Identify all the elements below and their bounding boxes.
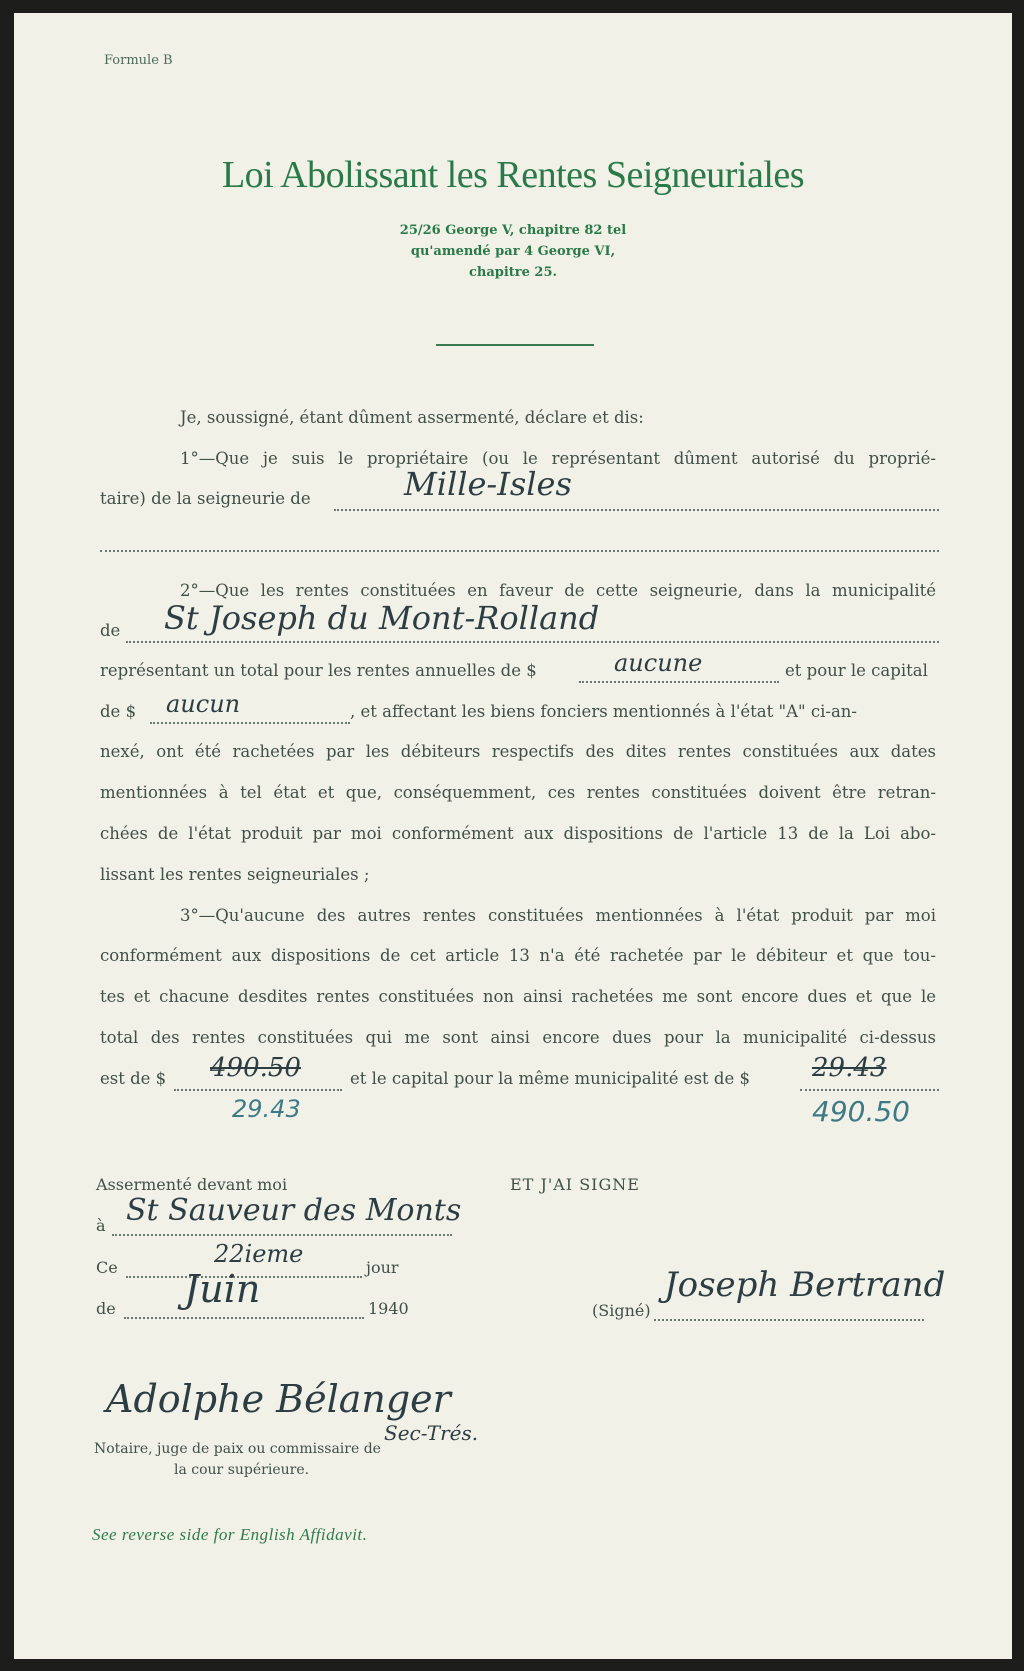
p3-line-b: conformément aux dispositions de cet article 13 n'a été rachetée par le débiteur et que tou- (100, 946, 936, 965)
capital-total-field (800, 1089, 939, 1091)
capital-struck-handwritten: 29.43 (812, 1053, 887, 1083)
municipalite-field (126, 641, 939, 643)
p3-line-c: tes et chacune desdites rentes constituées non ainsi rachetées me sont encore dues et que le (100, 987, 936, 1006)
subtitle-line-3: chapitre 25. (468, 265, 558, 280)
subtitle-line-1: 25/26 George V, chapitre 82 tel (399, 223, 627, 238)
signature-field (654, 1319, 924, 1321)
et-jai-signe: ET J'AI SIGNE (510, 1175, 640, 1194)
municipalite-handwritten: St Joseph du Mont-Rolland (164, 599, 600, 637)
p2-line-g: chées de l'état produit par moi conformément aux dispositions de l'article 13 de la Loi abo- (100, 824, 936, 843)
notaire-signature: Adolphe Bélanger (106, 1377, 451, 1421)
mois-handwritten: Juin (184, 1267, 261, 1311)
document-title: Loi Abolissant les Rentes Seigneuriales (221, 154, 805, 196)
p1-line-a: 1°—Que je suis le propriétaire (ou le représentant dûment autorisé du proprié- (180, 449, 936, 468)
p3-line-a: 3°—Qu'aucune des autres rentes constituées mentionnées à l'état produit par moi (180, 906, 936, 925)
capital-field (150, 722, 350, 724)
signe-label: (Signé) (592, 1301, 651, 1320)
p1-line-b: taire) de la seigneurie de (100, 489, 311, 508)
p2-line-d-suffix: , et affectant les biens fonciers mentionnés à l'état "A" ci-an- (350, 702, 857, 721)
p3-line-d: total des rentes constituées qui me sont ainsi encore dues pour la municipalité ci-dessus (100, 1028, 936, 1047)
p2-line-a: 2°—Que les rentes constituées en faveur de cette seigneurie, dans la municipalité (180, 581, 936, 600)
lieu-field (112, 1234, 452, 1236)
capital-handwritten: aucun (166, 690, 241, 718)
p3-line-e-middle: et le capital pour la même municipalité est de $ (350, 1069, 750, 1088)
p3-line-e-prefix: est de $ (100, 1069, 167, 1088)
p2-line-h: lissant les rentes seigneuriales ; (100, 865, 370, 884)
document-page (14, 13, 1012, 1659)
rentes-annuelles-handwritten: aucune (614, 649, 703, 677)
seigneurie-field (334, 509, 939, 511)
jour-handwritten: 22ieme (214, 1240, 304, 1268)
signature-handwritten: Joseph Bertrand (664, 1265, 946, 1305)
total-struck-handwritten: 490.50 (210, 1053, 301, 1083)
p2-line-e: nexé, ont été rachetées par les débiteurs respectifs des dites rentes constituées aux dates (100, 742, 936, 761)
lieu-prefix: à (96, 1216, 106, 1235)
title-divider (436, 344, 594, 346)
subtitle-line-2: qu'amendé par 4 George VI, (410, 244, 616, 259)
ce-label: Ce (96, 1258, 118, 1277)
total-field (174, 1089, 342, 1091)
annee-label: 1940 (368, 1299, 409, 1318)
form-label: Formule B (104, 53, 173, 68)
p2-line-c-suffix: et pour le capital (785, 661, 928, 680)
rentes-annuelles-field (579, 681, 779, 683)
capital-corrected-handwritten: 490.50 (812, 1095, 910, 1128)
p2-line-d-prefix: de $ (100, 702, 137, 721)
blank-dotted-line (100, 550, 939, 552)
seigneurie-handwritten: Mille-Isles (404, 465, 572, 503)
intro-line: Je, soussigné, étant dûment assermenté, déclare et dis: (180, 408, 644, 427)
jour-label: jour (366, 1258, 399, 1277)
notaire-title-handwritten: Sec-Trés. (384, 1421, 479, 1445)
notaire-line-2: la cour supérieure. (174, 1462, 310, 1478)
total-corrected-handwritten: 29.43 (232, 1095, 301, 1123)
see-reverse-note: See reverse side for English Affidavit. (92, 1525, 368, 1544)
p2-line-b-prefix: de (100, 621, 121, 640)
p2-line-f: mentionnées à tel état et que, conséquemment, ces rentes constituées doivent être retran- (100, 783, 936, 802)
mois-field (124, 1317, 364, 1319)
p2-line-c-prefix: représentant un total pour les rentes annuelles de $ (100, 661, 537, 680)
notaire-line-1: Notaire, juge de paix ou commissaire de (94, 1441, 381, 1457)
assermente-label: Assermenté devant moi (96, 1175, 288, 1194)
lieu-handwritten: St Sauveur des Monts (126, 1193, 462, 1228)
mois-prefix: de (96, 1299, 116, 1318)
